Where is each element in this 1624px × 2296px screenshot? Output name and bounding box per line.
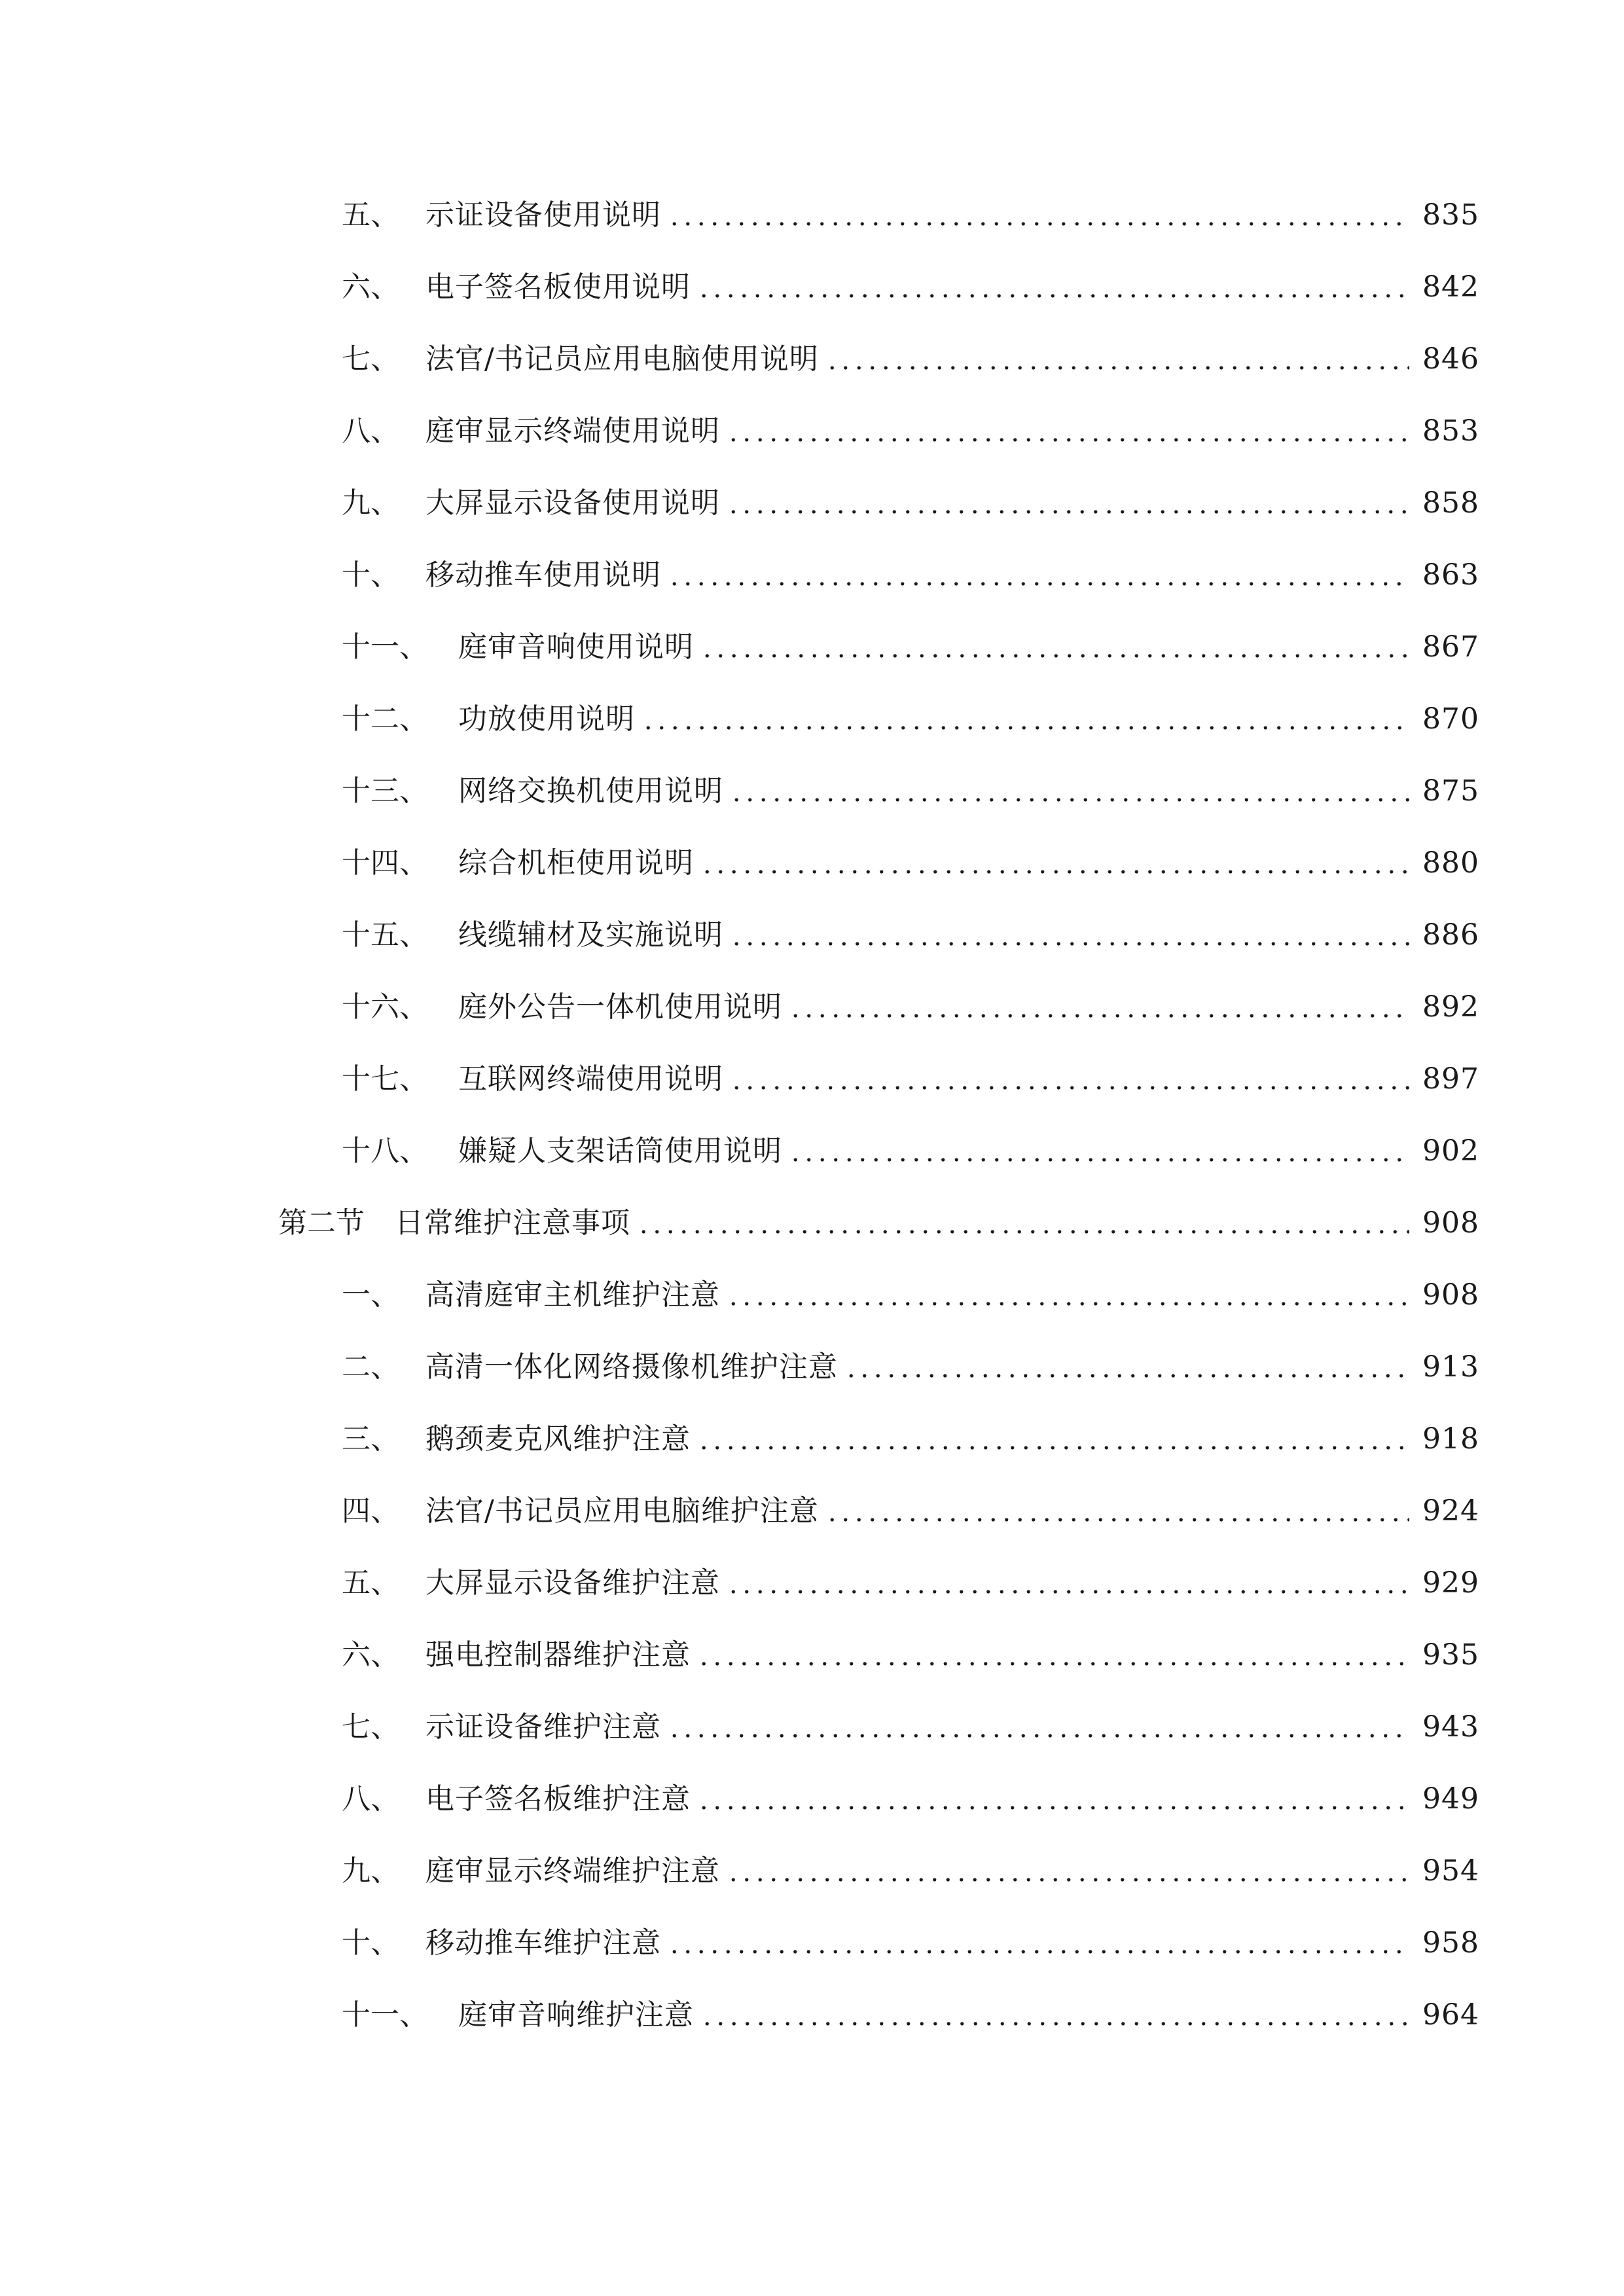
dot-leader xyxy=(637,1209,1409,1238)
toc-entry-page: 949 xyxy=(1422,1782,1479,1816)
toc-entry[interactable] xyxy=(0,1979,1624,2051)
toc-entry-title: 庭外公告一体机使用说明 xyxy=(458,990,782,1024)
dot-leader xyxy=(697,1425,1409,1454)
toc-entry-title: 电子签名板维护注意 xyxy=(425,1782,691,1816)
toc-entry-title: 示证设备使用说明 xyxy=(425,198,661,232)
toc-entry-number: 七、 xyxy=(342,1710,399,1744)
toc-entry-page: 875 xyxy=(1422,774,1479,808)
dot-leader xyxy=(727,1569,1409,1598)
toc-entry-page: 964 xyxy=(1422,1998,1479,2032)
toc-entry-title: 示证设备维护注意 xyxy=(425,1710,661,1744)
toc-entry-number: 六、 xyxy=(342,1638,399,1672)
dot-leader xyxy=(789,1137,1409,1166)
toc-entry-page: 892 xyxy=(1422,990,1479,1024)
dot-leader xyxy=(668,201,1409,230)
toc-entry-title: 网络交换机使用说明 xyxy=(458,774,723,808)
toc-entry[interactable] xyxy=(0,539,1624,611)
toc-entry-title: 法官/书记员应用电脑使用说明 xyxy=(425,342,819,376)
toc-entry-title: 强电控制器维护注意 xyxy=(425,1638,691,1672)
toc-entry-page: 886 xyxy=(1422,918,1479,952)
dot-leader xyxy=(641,705,1409,734)
toc-entry[interactable] xyxy=(0,683,1624,755)
toc-entry-title: 互联网终端使用说明 xyxy=(458,1062,723,1096)
dot-leader xyxy=(825,345,1409,374)
toc-entry-number: 十五、 xyxy=(342,918,428,952)
toc-entry-page: 908 xyxy=(1422,1278,1479,1312)
toc-entry-page: 842 xyxy=(1422,270,1479,304)
toc-entry-number: 十八、 xyxy=(342,1134,428,1168)
toc-entry[interactable] xyxy=(0,827,1624,899)
dot-leader xyxy=(700,849,1409,878)
dot-leader xyxy=(697,1641,1409,1670)
toc-entry[interactable] xyxy=(0,1619,1624,1691)
toc-entry-number: 十一、 xyxy=(342,1998,428,2032)
toc-entry-number: 二、 xyxy=(342,1350,399,1384)
toc-section-entry[interactable] xyxy=(0,1187,1624,1259)
toc-entry-number: 十六、 xyxy=(342,990,428,1024)
toc-entry-number: 十一、 xyxy=(342,630,428,664)
toc-entry-title: 功放使用说明 xyxy=(458,702,635,736)
toc-entry[interactable] xyxy=(0,1691,1624,1763)
toc-entry-number: 十、 xyxy=(342,558,399,592)
toc-entry-page: 943 xyxy=(1422,1710,1479,1744)
toc-entry[interactable] xyxy=(0,1331,1624,1403)
dot-leader xyxy=(697,1785,1409,1814)
toc-entry-title: 综合机柜使用说明 xyxy=(458,846,694,880)
toc-entry-page: 913 xyxy=(1422,1350,1479,1384)
toc-entry-number: 五、 xyxy=(342,198,399,232)
toc-entry-number: 十二、 xyxy=(342,702,428,736)
toc-entry-page: 880 xyxy=(1422,846,1479,880)
dot-leader xyxy=(727,489,1409,518)
toc-entry-page: 846 xyxy=(1422,342,1479,376)
toc-entry[interactable] xyxy=(0,1835,1624,1907)
toc-entry-number: 一、 xyxy=(342,1278,399,1312)
toc-entry-title: 庭审音响使用说明 xyxy=(458,630,694,664)
toc-entry-page: 954 xyxy=(1422,1854,1479,1888)
dot-leader xyxy=(668,561,1409,590)
toc-entry-number: 五、 xyxy=(342,1566,399,1600)
dot-leader xyxy=(700,633,1409,662)
toc-entry-page: 929 xyxy=(1422,1566,1479,1600)
toc-entry-number: 十七、 xyxy=(342,1062,428,1096)
toc-entry[interactable] xyxy=(0,755,1624,827)
toc-entry-title: 高清一体化网络摄像机维护注意 xyxy=(425,1350,838,1384)
dot-leader xyxy=(730,1065,1409,1094)
toc-entry-page: 935 xyxy=(1422,1638,1479,1672)
dot-leader xyxy=(730,921,1409,950)
toc-entry[interactable] xyxy=(0,1547,1624,1619)
dot-leader xyxy=(727,1281,1409,1310)
dot-leader xyxy=(789,993,1409,1022)
toc-entry-page: 924 xyxy=(1422,1494,1479,1528)
toc-entry-title: 法官/书记员应用电脑维护注意 xyxy=(425,1494,819,1528)
toc-entry-page: 858 xyxy=(1422,486,1479,520)
toc-entry-number: 三、 xyxy=(342,1422,399,1456)
dot-leader xyxy=(697,273,1409,302)
toc-entry-number: 十三、 xyxy=(342,774,428,808)
toc-entry-title: 嫌疑人支架话筒使用说明 xyxy=(458,1134,782,1168)
toc-entry[interactable] xyxy=(0,899,1624,971)
dot-leader xyxy=(700,2001,1409,2030)
toc-entry[interactable] xyxy=(0,323,1624,395)
toc-entry[interactable] xyxy=(0,1907,1624,1979)
toc-entry-title: 大屏显示设备使用说明 xyxy=(425,486,720,520)
toc-entry-page: 958 xyxy=(1422,1926,1479,1960)
toc-entry-page: 897 xyxy=(1422,1062,1479,1096)
toc-entry-title: 庭审显示终端维护注意 xyxy=(425,1854,720,1888)
toc-section-page: 908 xyxy=(1422,1206,1479,1240)
toc-entry-page: 853 xyxy=(1422,414,1479,448)
toc-entry-title: 高清庭审主机维护注意 xyxy=(425,1278,720,1312)
toc-entry[interactable] xyxy=(0,1763,1624,1835)
toc-entry-page: 870 xyxy=(1422,702,1479,736)
toc-entry-number: 九、 xyxy=(342,1854,399,1888)
toc-section-number: 第二节 xyxy=(278,1206,365,1240)
toc-entry-title: 大屏显示设备维护注意 xyxy=(425,1566,720,1600)
toc-entry-title: 庭审音响维护注意 xyxy=(458,1998,694,2032)
toc-entry[interactable] xyxy=(0,179,1624,251)
toc-entry[interactable] xyxy=(0,1043,1624,1115)
toc-entry-page: 902 xyxy=(1422,1134,1479,1168)
toc-entry[interactable] xyxy=(0,467,1624,539)
dot-leader xyxy=(825,1497,1409,1526)
toc-entry[interactable] xyxy=(0,1259,1624,1331)
toc-entry-title: 庭审显示终端使用说明 xyxy=(425,414,720,448)
toc-entry-page: 867 xyxy=(1422,630,1479,664)
toc-entry-number: 九、 xyxy=(342,486,399,520)
dot-leader xyxy=(668,1929,1409,1958)
toc-entry-page: 835 xyxy=(1422,198,1479,232)
toc-entry-number: 六、 xyxy=(342,270,399,304)
toc-entry-page: 918 xyxy=(1422,1422,1479,1456)
toc-entry-title: 电子签名板使用说明 xyxy=(425,270,691,304)
toc-entry[interactable] xyxy=(0,1403,1624,1475)
toc-entry[interactable] xyxy=(0,1115,1624,1187)
toc-entry[interactable] xyxy=(0,251,1624,323)
toc-section-title: 日常维护注意事项 xyxy=(395,1206,630,1240)
toc-entry-number: 八、 xyxy=(342,414,399,448)
toc-entry[interactable] xyxy=(0,611,1624,683)
toc-entry-number: 七、 xyxy=(342,342,399,376)
toc-entry-title: 线缆辅材及实施说明 xyxy=(458,918,723,952)
dot-leader xyxy=(668,1713,1409,1742)
toc-entry-title: 鹅颈麦克风维护注意 xyxy=(425,1422,691,1456)
toc-entry-page: 863 xyxy=(1422,558,1479,592)
dot-leader xyxy=(727,1857,1409,1886)
toc-entry[interactable] xyxy=(0,971,1624,1043)
toc-entry[interactable] xyxy=(0,1475,1624,1547)
dot-leader xyxy=(727,417,1409,446)
toc-entry-number: 十、 xyxy=(342,1926,399,1960)
dot-leader xyxy=(844,1353,1409,1382)
toc-entry-number: 十四、 xyxy=(342,846,428,880)
toc-entry-number: 四、 xyxy=(342,1494,399,1528)
toc-entry-title: 移动推车使用说明 xyxy=(425,558,661,592)
toc-entry-number: 八、 xyxy=(342,1782,399,1816)
toc-entry[interactable] xyxy=(0,395,1624,467)
toc-entry-title: 移动推车维护注意 xyxy=(425,1926,661,1960)
table-of-contents xyxy=(0,179,1624,2051)
dot-leader xyxy=(730,777,1409,806)
